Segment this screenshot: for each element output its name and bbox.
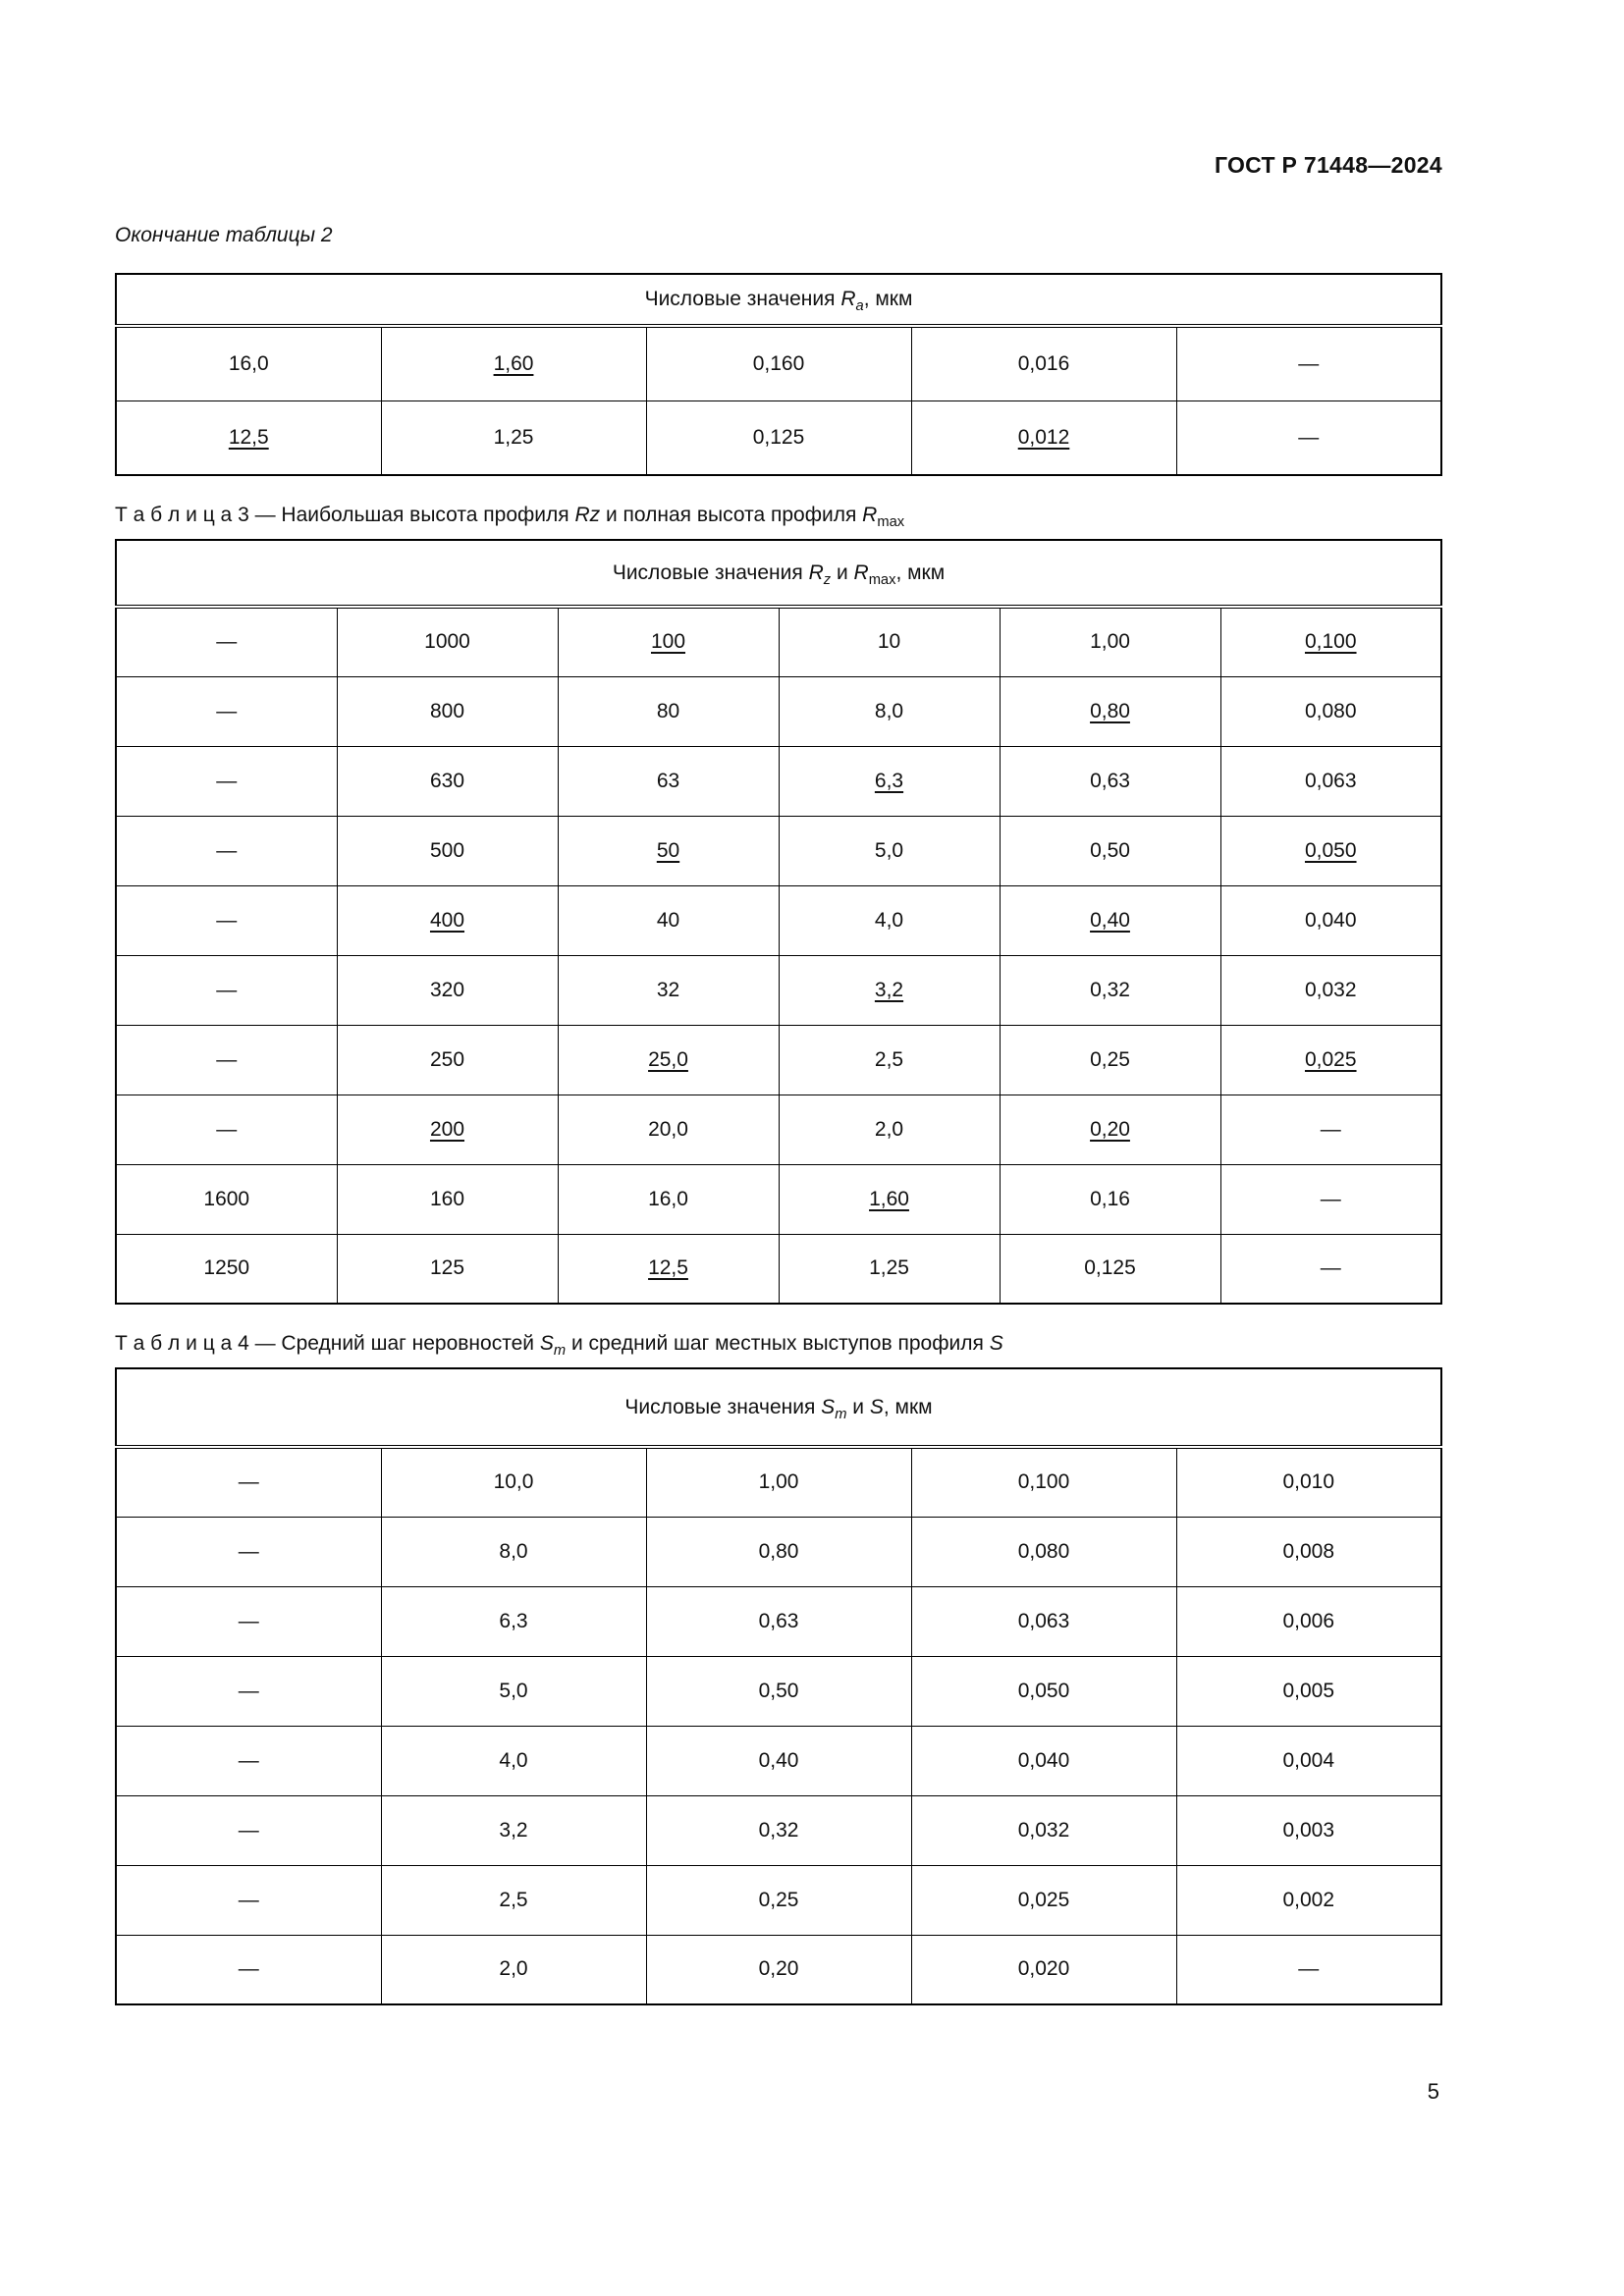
- table-cell: 2,5: [779, 1025, 1000, 1095]
- table-row: [116, 1935, 1441, 2004]
- table-cell: —: [116, 1586, 381, 1656]
- table-cell: —: [116, 607, 337, 676]
- text-segment: S: [989, 1332, 1003, 1355]
- table-cell: [1220, 1025, 1441, 1095]
- text-segment: S: [821, 1395, 836, 1418]
- table-cell-value: 400: [429, 908, 465, 932]
- table-cell: 500: [337, 816, 558, 885]
- table-cell: 0,80: [646, 1517, 911, 1586]
- table-row: [116, 326, 1441, 400]
- table-cell: 3,2: [381, 1795, 646, 1865]
- table-cell: 4,0: [779, 885, 1000, 955]
- table-header-row: [116, 540, 1441, 607]
- table-cell: 1600: [116, 1164, 337, 1234]
- table2-numeric-values-ra: [115, 273, 1442, 476]
- table-cell: 0,125: [1000, 1234, 1220, 1304]
- table3-caption: [115, 504, 1442, 531]
- table-cell: —: [116, 1656, 381, 1726]
- table-cell: [558, 816, 779, 885]
- table-cell: 125: [337, 1234, 558, 1304]
- table-row: [116, 607, 1441, 676]
- table-row: [116, 1656, 1441, 1726]
- text-segment: Числовые значения: [624, 1395, 822, 1418]
- table-cell: 0,005: [1176, 1656, 1441, 1726]
- table-cell: 40: [558, 885, 779, 955]
- table-cell-value: 50: [656, 838, 680, 862]
- text-segment: R: [853, 561, 869, 584]
- table-cell: [1000, 885, 1220, 955]
- text-segment: , мкм: [883, 1395, 933, 1418]
- table-cell: 8,0: [779, 676, 1000, 746]
- table-row: [116, 1865, 1441, 1935]
- table-cell: —: [1220, 1164, 1441, 1234]
- table-cell: 16,0: [558, 1164, 779, 1234]
- table-cell: 10,0: [381, 1447, 646, 1517]
- table-row: [116, 816, 1441, 885]
- table-cell-value: 100: [650, 630, 686, 654]
- text-segment: Rz: [574, 504, 601, 526]
- table-cell: 1,00: [646, 1447, 911, 1517]
- text-segment: S: [869, 1395, 884, 1418]
- text-segment: и полная высота профиля: [600, 504, 863, 526]
- text-segment: z: [823, 571, 832, 588]
- table-cell: 0,003: [1176, 1795, 1441, 1865]
- document-code-header: ГОСТ Р 71448—2024: [1214, 152, 1442, 178]
- table-cell-value: 200: [429, 1117, 465, 1141]
- table-cell: 0,125: [646, 400, 911, 475]
- table-cell: 0,025: [911, 1865, 1176, 1935]
- table-cell: 0,004: [1176, 1726, 1441, 1795]
- table-cell: —: [116, 746, 337, 816]
- table-cell: —: [116, 676, 337, 746]
- table-cell-value: 25,0: [648, 1047, 688, 1071]
- table-row: [116, 1234, 1441, 1304]
- table4-caption: [115, 1332, 1442, 1360]
- table-cell-value: 0,050: [1304, 838, 1357, 862]
- table-cell: 63: [558, 746, 779, 816]
- table-cell: 0,032: [1220, 955, 1441, 1025]
- table-cell: —: [116, 1095, 337, 1164]
- table-cell-value: 1,60: [493, 351, 534, 375]
- table-cell: 80: [558, 676, 779, 746]
- table-cell: 0,40: [646, 1726, 911, 1795]
- text-segment: Т а б л и ц а 4 — Средний шаг неровностей: [115, 1332, 540, 1355]
- table-row: [116, 1726, 1441, 1795]
- text-segment: m: [835, 1406, 847, 1422]
- table-row: [116, 1795, 1441, 1865]
- table-cell: —: [116, 955, 337, 1025]
- table-cell: 1000: [337, 607, 558, 676]
- table-cell: [779, 746, 1000, 816]
- table-cell: 320: [337, 955, 558, 1025]
- table-cell: [558, 1234, 779, 1304]
- table-cell: 0,080: [1220, 676, 1441, 746]
- table-row: [116, 676, 1441, 746]
- text-segment: и: [831, 561, 854, 584]
- table-cell: 16,0: [116, 326, 381, 400]
- table-cell: —: [116, 1795, 381, 1865]
- table-cell: 0,32: [646, 1795, 911, 1865]
- table-cell: [337, 885, 558, 955]
- table-cell: —: [1220, 1234, 1441, 1304]
- table-cell: 0,63: [646, 1586, 911, 1656]
- table2-continuation-caption: Окончание таблицы 2: [115, 224, 333, 246]
- table-header-row: [116, 274, 1441, 326]
- table-cell: 8,0: [381, 1517, 646, 1586]
- table-cell: 0,32: [1000, 955, 1220, 1025]
- table-cell: [779, 955, 1000, 1025]
- page-number: 5: [1427, 2079, 1439, 2104]
- table-cell-value: 12,5: [648, 1256, 688, 1280]
- table-cell: 800: [337, 676, 558, 746]
- table-cell-value: 6,3: [874, 769, 904, 792]
- table-cell: [381, 326, 646, 400]
- table-cell: —: [116, 1025, 337, 1095]
- text-segment: max: [877, 514, 905, 531]
- table-cell: 5,0: [779, 816, 1000, 885]
- table-row: [116, 1164, 1441, 1234]
- table-cell-value: 0,025: [1304, 1047, 1357, 1071]
- table-cell: 160: [337, 1164, 558, 1234]
- table-cell: 0,080: [911, 1517, 1176, 1586]
- text-segment: max: [868, 571, 896, 588]
- table-cell: 250: [337, 1025, 558, 1095]
- table-cell: [558, 607, 779, 676]
- table-cell: 2,0: [381, 1935, 646, 2004]
- text-segment: R: [840, 288, 856, 310]
- table-cell: 2,0: [779, 1095, 1000, 1164]
- text-segment: Числовые значения: [644, 288, 841, 310]
- table-cell: 0,050: [911, 1656, 1176, 1726]
- text-segment: Числовые значения: [612, 561, 809, 584]
- table-row: [116, 1025, 1441, 1095]
- table-cell: —: [1176, 1935, 1441, 2004]
- table-cell: 20,0: [558, 1095, 779, 1164]
- table-cell: [1220, 816, 1441, 885]
- table-cell-value: 3,2: [874, 978, 904, 1001]
- table-header-cell: [116, 540, 1441, 607]
- table-row: [116, 885, 1441, 955]
- table4-numeric-values-sm-s: [115, 1367, 1442, 2005]
- text-segment: , мкм: [863, 288, 913, 310]
- table-cell: 0,16: [1000, 1164, 1220, 1234]
- table-cell: 0,016: [911, 326, 1176, 400]
- table-cell: 1,25: [779, 1234, 1000, 1304]
- table-cell-value: 0,20: [1090, 1117, 1130, 1141]
- table-cell: [1220, 607, 1441, 676]
- table-row: [116, 746, 1441, 816]
- table-cell: 5,0: [381, 1656, 646, 1726]
- table-row: [116, 1447, 1441, 1517]
- table-cell: 0,006: [1176, 1586, 1441, 1656]
- table-cell: 0,002: [1176, 1865, 1441, 1935]
- table-cell: [911, 400, 1176, 475]
- table-row: [116, 1095, 1441, 1164]
- text-segment: R: [862, 504, 878, 526]
- text-segment: Т а б л и ц а 3 — Наибольшая высота профиля: [115, 504, 575, 526]
- table-cell: 32: [558, 955, 779, 1025]
- table-cell: 4,0: [381, 1726, 646, 1795]
- table-cell: 0,63: [1000, 746, 1220, 816]
- table-header-cell: [116, 1368, 1441, 1447]
- table-header-row: [116, 1368, 1441, 1447]
- table-cell: 0,040: [911, 1726, 1176, 1795]
- table-cell-value: 12,5: [228, 425, 269, 449]
- table-cell: 2,5: [381, 1865, 646, 1935]
- table-cell: —: [116, 1865, 381, 1935]
- table-cell-value: 0,012: [1017, 425, 1070, 449]
- table-row: [116, 400, 1441, 475]
- table-cell: 0,160: [646, 326, 911, 400]
- table-cell: 0,020: [911, 1935, 1176, 2004]
- table-cell: 6,3: [381, 1586, 646, 1656]
- table-cell: 10: [779, 607, 1000, 676]
- table-cell-value: 0,40: [1090, 908, 1130, 932]
- table-cell: 1,25: [381, 400, 646, 475]
- text-segment: R: [808, 561, 824, 584]
- table-cell: 0,040: [1220, 885, 1441, 955]
- table-cell: 0,100: [911, 1447, 1176, 1517]
- table-cell: —: [116, 1447, 381, 1517]
- table-cell: [337, 1095, 558, 1164]
- table-cell: 0,063: [1220, 746, 1441, 816]
- table-cell: 1250: [116, 1234, 337, 1304]
- text-segment: и средний шаг местных выступов профиля: [566, 1332, 990, 1355]
- table-cell: —: [1176, 400, 1441, 475]
- text-segment: , мкм: [895, 561, 946, 584]
- table-cell: 0,010: [1176, 1447, 1441, 1517]
- table-cell: 0,50: [1000, 816, 1220, 885]
- table-cell: 0,20: [646, 1935, 911, 2004]
- table-cell: —: [1176, 326, 1441, 400]
- text-segment: m: [553, 1343, 567, 1360]
- table-cell: [1000, 1095, 1220, 1164]
- table-cell: 0,50: [646, 1656, 911, 1726]
- text-segment: a: [855, 298, 864, 315]
- table-cell: [1000, 676, 1220, 746]
- table-cell: —: [116, 1935, 381, 2004]
- table-cell: —: [116, 816, 337, 885]
- table-cell: [779, 1164, 1000, 1234]
- table-cell: 0,032: [911, 1795, 1176, 1865]
- text-segment: S: [539, 1332, 554, 1355]
- table-row: [116, 1586, 1441, 1656]
- table-cell: 630: [337, 746, 558, 816]
- text-segment: и: [846, 1395, 870, 1418]
- table-cell: 0,25: [646, 1865, 911, 1935]
- table-cell: —: [1220, 1095, 1441, 1164]
- table-cell: —: [116, 1726, 381, 1795]
- table-cell: 1,00: [1000, 607, 1220, 676]
- table-cell-value: 0,100: [1304, 630, 1357, 654]
- table-cell: 0,008: [1176, 1517, 1441, 1586]
- table-row: [116, 955, 1441, 1025]
- table-cell: —: [116, 885, 337, 955]
- table-cell-value: 1,60: [869, 1187, 909, 1210]
- table-cell: [558, 1025, 779, 1095]
- table-header-cell: [116, 274, 1441, 326]
- table-cell-value: 0,80: [1090, 699, 1130, 722]
- table-cell: [116, 400, 381, 475]
- table3-numeric-values-rz-rmax: [115, 539, 1442, 1305]
- table-cell: —: [116, 1517, 381, 1586]
- table-cell: 0,25: [1000, 1025, 1220, 1095]
- table-cell: 0,063: [911, 1586, 1176, 1656]
- table-row: [116, 1517, 1441, 1586]
